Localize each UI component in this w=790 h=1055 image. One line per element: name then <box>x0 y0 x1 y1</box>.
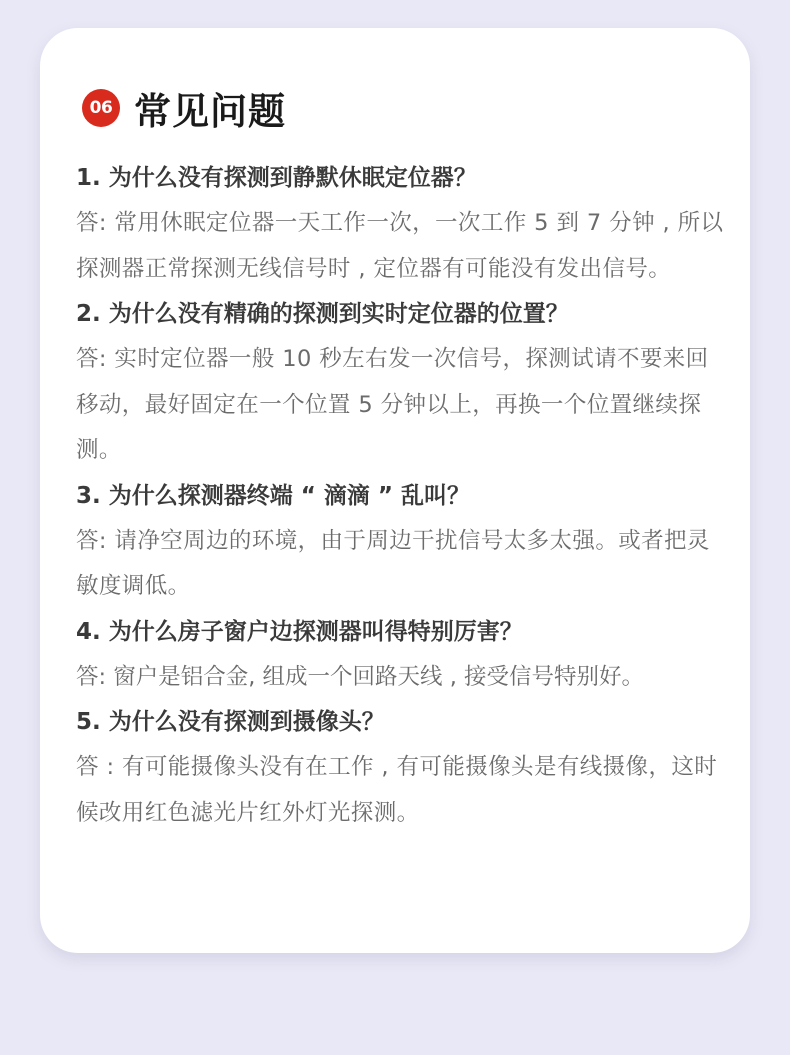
faq-item <box>76 292 726 474</box>
faq-question: 4. 为什么房子窗户边探测器叫得特别厉害？ <box>76 618 523 645</box>
faq-item <box>76 610 726 701</box>
faq-answer: 答: 实时定位器一般 10 秒左右发一次信号，探测试请不要来回移动，最好固定在一个位置 5 分钟以上，再换一个位置继续探测。 <box>76 346 709 463</box>
faq-answer: 答: 请净空周边的环境，由于周边干扰信号太多太强。或者把灵敏度调低。 <box>76 527 710 599</box>
faq-question: 5. 为什么没有探测到摄像头？ <box>76 709 385 735</box>
faq-answer: 答 : 有可能摄像头没有在工作 , 有可能摄像头是有线摄像，这时候改用红色滤光片红外灯光探测。 <box>76 754 718 826</box>
section-number-badge: 06 <box>82 89 120 127</box>
faq-item <box>76 474 726 610</box>
section-header <box>76 82 750 134</box>
faq-item <box>76 156 726 292</box>
faq-question: 1. 为什么没有探测到静默休眠定位器？ <box>76 165 477 191</box>
section-title: 常见问题 <box>134 90 286 133</box>
faq-question: 3. 为什么探测器终端 “ 滴滴 ” 乱叫？ <box>76 482 471 509</box>
faq-item <box>76 700 726 836</box>
faq-list <box>76 156 726 836</box>
faq-answer: 答: 窗户是铝合金, 组成一个回路天线 , 接受信号特别好。 <box>76 663 644 690</box>
faq-question: 2. 为什么没有精确的探测到实时定位器的位置？ <box>76 301 569 327</box>
faq-card <box>40 28 750 953</box>
faq-answer: 答: 常用休眠定位器一天工作一次，一次工作 5 到 7 分钟 , 所以探测器正常探测无线信号时 , 定位器有可能没有发出信号。 <box>76 210 724 282</box>
